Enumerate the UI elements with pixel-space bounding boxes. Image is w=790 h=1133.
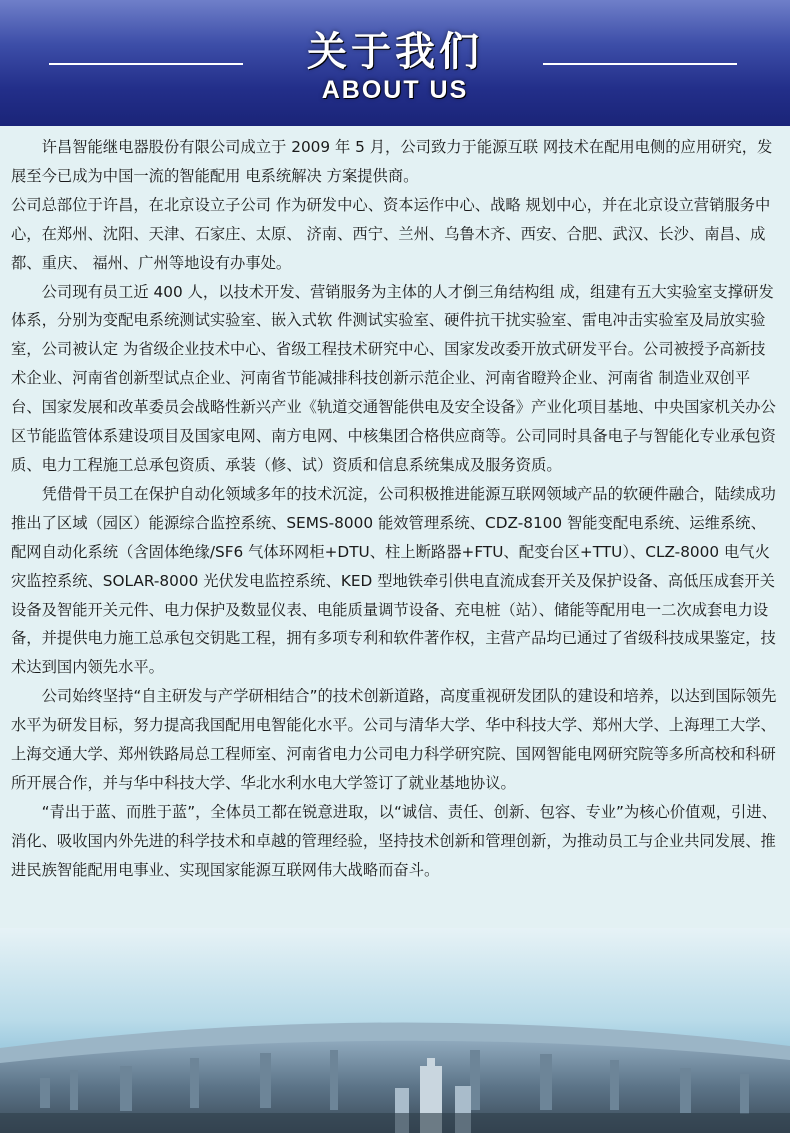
paragraph-values: “青出于蓝、而胜于蓝”，全体员工都在锐意进取，以“诚信、责任、创新、包容、专业”为核心价值观，引进、消化、吸收国内外先进的科学技术和卓越的管理经验，坚持技术创新和管理创新，为推动员工与企业共同发展、推进民族智能配用电事业、实现国家能源互联网伟大战略而奋斗。 — [11, 802, 777, 879]
paragraph-intro: 许昌智能继电器股份有限公司成立于 2009 年 5 月，公司致力于能源互联 网技术在配用电侧的应用研究，发展至今已成为中国一流的智能配用 电系统解决 方案提供商。 — [11, 138, 773, 185]
paragraph-staff: 公司现有员工近 400 人，以技术开发、营销服务为主体的人才倒三角结构组 成，组建有五大实验室支撑研发体系，分别为变配电系统测试实验室、嵌入式软 件测试实验室、硬件抗干扰实验室、雷电冲击实验室及局放实验室，公司被认定 为省级企业技术中心、省级工程技术研究中心、国家发改委开放式研发平台。公司被授予高新技术企业、河南省创新型试点企业、河南省节能减排科技创新示范企业、河南省瞪羚企业、河南省 制造业双创平台、国家发展和改革委员会战略性新兴产业《轨道交通智能供电及安全设备》产业化项目基地、中央国家机关办公区节能监管体系建设项目及国家电网、南方电网、中核集团合格供应商等。公司同时具备电子与智能化专业承包资质、电力工程施工总承包资质、承装（修、试）资质和信息系统集成及服务资质。 — [11, 282, 776, 474]
page-subtitle: ABOUT US — [321, 76, 469, 104]
page-title: 关于我们 — [307, 29, 483, 75]
article-body — [11, 133, 779, 885]
city-skyline-image — [0, 928, 790, 1133]
paragraph-offices: 公司总部位于许昌，在北京设立子公司 作为研发中心、资本运作中心、战略 规划中心，并在北京设立营销服务中心，在郑州、沈阳、天津、石家庄、太原、 济南、西宁、兰州、乌鲁木齐、西安、合肥、武汉、长沙、南昌、成都、重庆、 福州、广州等地设有办事处。 — [11, 195, 771, 272]
paragraph-products: 凭借骨干员工在保护自动化领域多年的技术沉淀，公司积极推进能源互联网领域产品的软硬件融合，陆续成功推出了区域（园区）能源综合监控系统、SEMS-8000 能效管理系统、CDZ-8100 智能变配电系统、运维系统、配网自动化系统（含固体绝缘/SF6 气体环网柜+DTU、柱上断路器+FTU、配变台区+TTU）、CLZ-8000 电气火灾监控系统、SOLAR-8000 光伏发电监控系统、KED 型地铁牵引供电直流成套开关及保护设备、高低压成套开关设备及智能开关元件、电力保护及数显仪表、电能质量调节设备、充电桩（站）、储能等配用电一二次成套电力设备，并提供电力施工总承包交钥匙工程，拥有多项专利和软件著作权，主营产品均已通过了省级科技成果鉴定，技术达到国内领先水平。 — [11, 484, 776, 677]
paragraph-research: 公司始终坚持“自主研发与产学研相结合”的技术创新道路，高度重视研发团队的建设和培养，以达到国际领先水平为研发目标，努力提高我国配用电智能化水平。公司与清华大学、华中科技大学、郑州大学、上海理工大学、上海交通大学、郑州铁路局总工程师室、河南省电力公司电力科学研究院、国网智能电网研究院等多所高校和科研所开展合作，并与华中科技大学、华北水利水电大学签订了就业基地协议。 — [11, 687, 777, 792]
header-banner — [0, 0, 790, 126]
